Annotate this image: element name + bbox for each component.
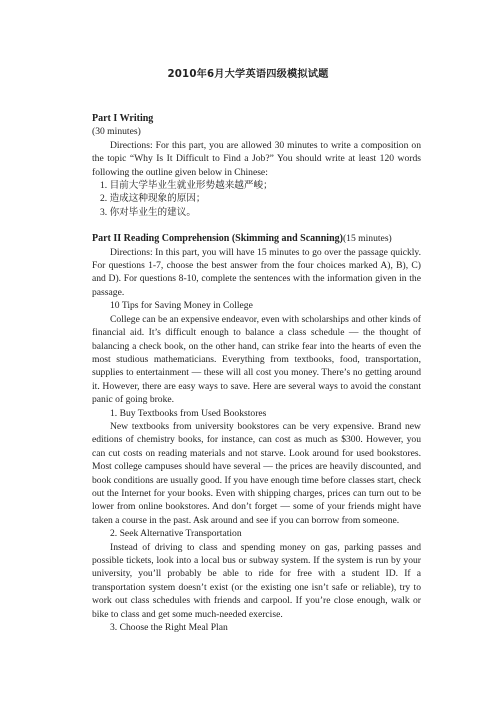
page-title: 2010年6月大学英语四级模拟试题 [167,69,329,80]
part1-heading: Part I Writing [92,113,154,124]
part2-directions: Directions: In this part, you will have 15 minutes to go over the passage quickly. For questions 1-7, choose the best answer from the four choices marked A), B), C) and D). For questions 8-10, complete the sentences with the information given in the passage. [92,246,421,298]
outline-item: 1. 目前大学毕业生就业形势越来越严峻； [100,180,273,192]
tip-text: New textbooks from university bookstores can be very expensive. Brand new editions of chemistry books, for instance, can cost as much as $300. However, you can cut costs on reading materials and not starve. Look around for used bookstores. Most college campuses should have several — the prices are heavily discounted, and book conditions are usually good. If you have enough time before classes start, check out the Internet for your books. Even with shipping charges, prices can turn out to be lower from online bookstores. And don’t forget — some of your friends might have taken a course in the past. Ask around and see if you can borrow from someone. [92,420,421,526]
tip-heading: 3. Choose the Right Meal Plan [110,622,228,634]
document-body [92,112,421,634]
part2-heading-line [92,232,421,245]
outline-item: 2. 造成这种现象的原因； [100,193,206,205]
tip-heading: 2. Seek Alternative Transportation [110,528,242,540]
passage-title: 10 Tips for Saving Money in College [110,300,253,312]
spacer [92,219,421,232]
part1-directions: Directions: For this part, you are allowed 30 minutes to write a composition on the topic “Why Is It Difficult to Find a Job?” You should write at least 120 words following the outline given below in Chinese: [92,139,421,178]
outline-item: 3. 你对毕业生的建议。 [100,206,196,218]
tip-heading: 1. Buy Textbooks from Used Bookstores [110,407,267,419]
part2-heading: Part II Reading Comprehension (Skimming and Scanning) [92,233,343,245]
part2-time: (15 minutes) [342,233,392,245]
tip-text: Instead of driving to class and spending money on gas, parking passes and possible tickets, look into a local bus or subway system. If the system is run by your university, you’ll probably be able to ride for free with a student ID. If a transportation system doesn’t exist (or the existing one isn’t safe or reliable), try to work out class schedules with friends and carpool. If you’re close enough, walk or bike to class and get some much-needed exercise. [92,541,421,620]
part1-time: (30 minutes) [92,126,141,138]
passage-intro: College can be an expensive endeavor, even with scholarships and other kinds of financial aid. It’s difficult enough to balance a class schedule — the thought of balancing a check book, on the other hand, can strike fear into the hearts of even the most studious mathematicians. Everything from textbooks, food, transportation, supplies to entertainment — these will all cost you money. There’s no getting around it. However, there are easy ways to save. Here are several ways to avoid the constant panic of going broke. [92,313,421,406]
